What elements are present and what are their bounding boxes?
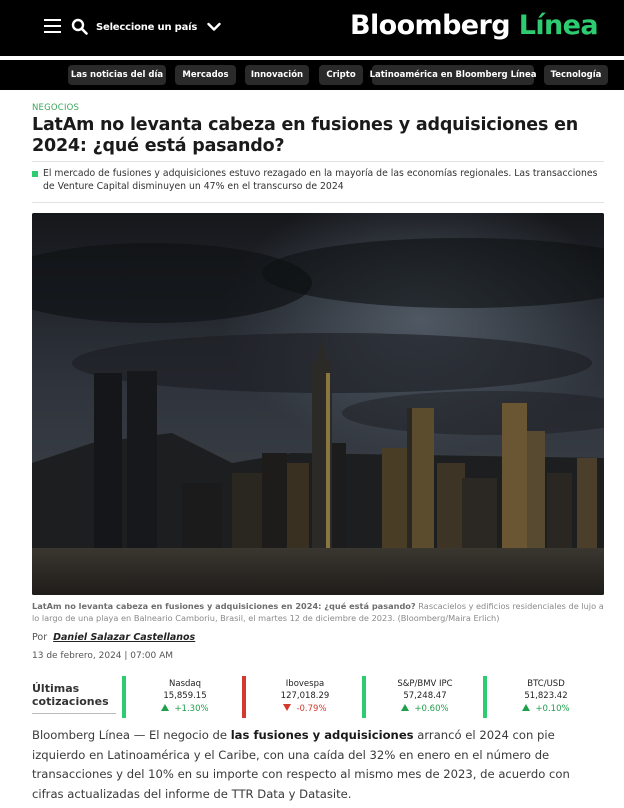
- image-caption: [32, 601, 604, 624]
- quote-change-value: +0.10%: [535, 704, 570, 714]
- quote-name: S&P/BMV IPC: [397, 679, 453, 689]
- caption-title: LatAm no levanta cabeza en fusiones y adquisiciones en 2024: ¿qué está pasando?: [32, 601, 416, 611]
- article-summary: El mercado de fusiones y adquisiciones estuvo rezagado en la mayoría de las economías regionales. Las transacciones de Venture Capital disminuyen un 47% en el transcurso de 2024: [43, 168, 598, 192]
- quote-change: [130, 704, 240, 714]
- caption-text: Rascacielos y edificios residenciales de lujo a lo largo de una playa en Balneario Camboriu, Brasil, el martes 12 de diciembre de 2023. (Bloomberg/Maira Erlich): [32, 601, 604, 623]
- quote-change: [370, 704, 480, 714]
- nav-item-cripto[interactable]: Cripto: [319, 65, 363, 85]
- arrow-up-icon: [401, 704, 409, 711]
- quote-name: Ibovespa: [285, 679, 325, 689]
- quote-sp-bmv-ipc[interactable]: [362, 676, 480, 718]
- divider: [32, 161, 604, 162]
- byline: [32, 632, 195, 643]
- quote-value: 127,018.29: [280, 691, 330, 701]
- arrow-up-icon: [161, 704, 169, 711]
- quote-change-value: +1.30%: [174, 704, 209, 714]
- logo-primary: Bloomberg: [350, 10, 510, 41]
- quotes-label-line1: Últimas: [32, 682, 80, 695]
- nav-item-latinoamerica[interactable]: Latinoamérica en Bloomberg Línea: [372, 65, 534, 85]
- quotes-label: [32, 682, 114, 708]
- quotes-label-line2: cotizaciones: [32, 695, 109, 708]
- quote-change-value: -0.79%: [296, 704, 327, 714]
- nav-item-mercados[interactable]: Mercados: [175, 65, 236, 85]
- site-logo[interactable]: [350, 10, 598, 41]
- byline-prefix: Por: [32, 632, 48, 643]
- quote-value: 57,248.47: [403, 691, 447, 701]
- section-tag[interactable]: NEGOCIOS: [32, 103, 80, 113]
- main-nav: [0, 60, 624, 90]
- publish-date: 13 de febrero, 2024 | 07:00 AM: [32, 651, 173, 661]
- divider: [32, 202, 604, 203]
- nav-item-innovacion[interactable]: Innovación: [245, 65, 309, 85]
- article-body: [32, 726, 604, 804]
- quote-name: BTC/USD: [527, 679, 565, 689]
- quote-indicator-bar: [483, 676, 487, 718]
- quotes-label-underline: [32, 713, 116, 714]
- quote-nasdaq[interactable]: [122, 676, 240, 718]
- article-headline: LatAm no levanta cabeza en fusiones y adquisiciones en 2024: ¿qué está pasando?: [32, 115, 579, 156]
- quote-btc-usd[interactable]: [483, 676, 601, 718]
- body-intro: Bloomberg Línea — El negocio de: [32, 728, 231, 742]
- summary-bullet: [32, 171, 38, 177]
- country-selector[interactable]: [96, 19, 221, 35]
- country-selector-label: Seleccione un país: [96, 21, 198, 33]
- nav-item-tecnologia[interactable]: Tecnología: [544, 65, 608, 85]
- hero-image: [32, 213, 604, 595]
- quote-value: 51,823.42: [524, 691, 568, 701]
- chevron-down-icon: [207, 22, 221, 32]
- arrow-down-icon: [283, 704, 291, 711]
- quote-indicator-bar: [122, 676, 126, 718]
- quote-name: Nasdaq: [169, 679, 201, 689]
- logo-secondary: Línea: [518, 10, 598, 41]
- quote-value: 15,859.15: [163, 691, 207, 701]
- site-header: [0, 0, 624, 56]
- quote-change-value: +0.60%: [414, 704, 449, 714]
- quote-ibovespa[interactable]: [242, 676, 360, 718]
- quote-change: [491, 704, 601, 714]
- hamburger-icon[interactable]: [44, 19, 61, 33]
- body-rest: arrancó el 2024 con pie izquierdo en Latinoamérica y el Caribe, con una caída del 32% en enero en el número de transacciones y del 10% en su importe con respecto al mismo mes de 2023, de acuerdo con cifras actualizadas del informe de TTR Data y Datasite.: [32, 728, 570, 801]
- body-link[interactable]: las fusiones y adquisiciones: [230, 728, 414, 742]
- author-link[interactable]: Daniel Salazar Castellanos: [53, 632, 196, 643]
- nav-item-noticias[interactable]: Las noticias del día: [68, 65, 166, 85]
- quote-indicator-bar: [362, 676, 366, 718]
- search-icon[interactable]: [71, 18, 88, 35]
- quote-change: [250, 704, 360, 714]
- quote-indicator-bar: [242, 676, 246, 718]
- arrow-up-icon: [522, 704, 530, 711]
